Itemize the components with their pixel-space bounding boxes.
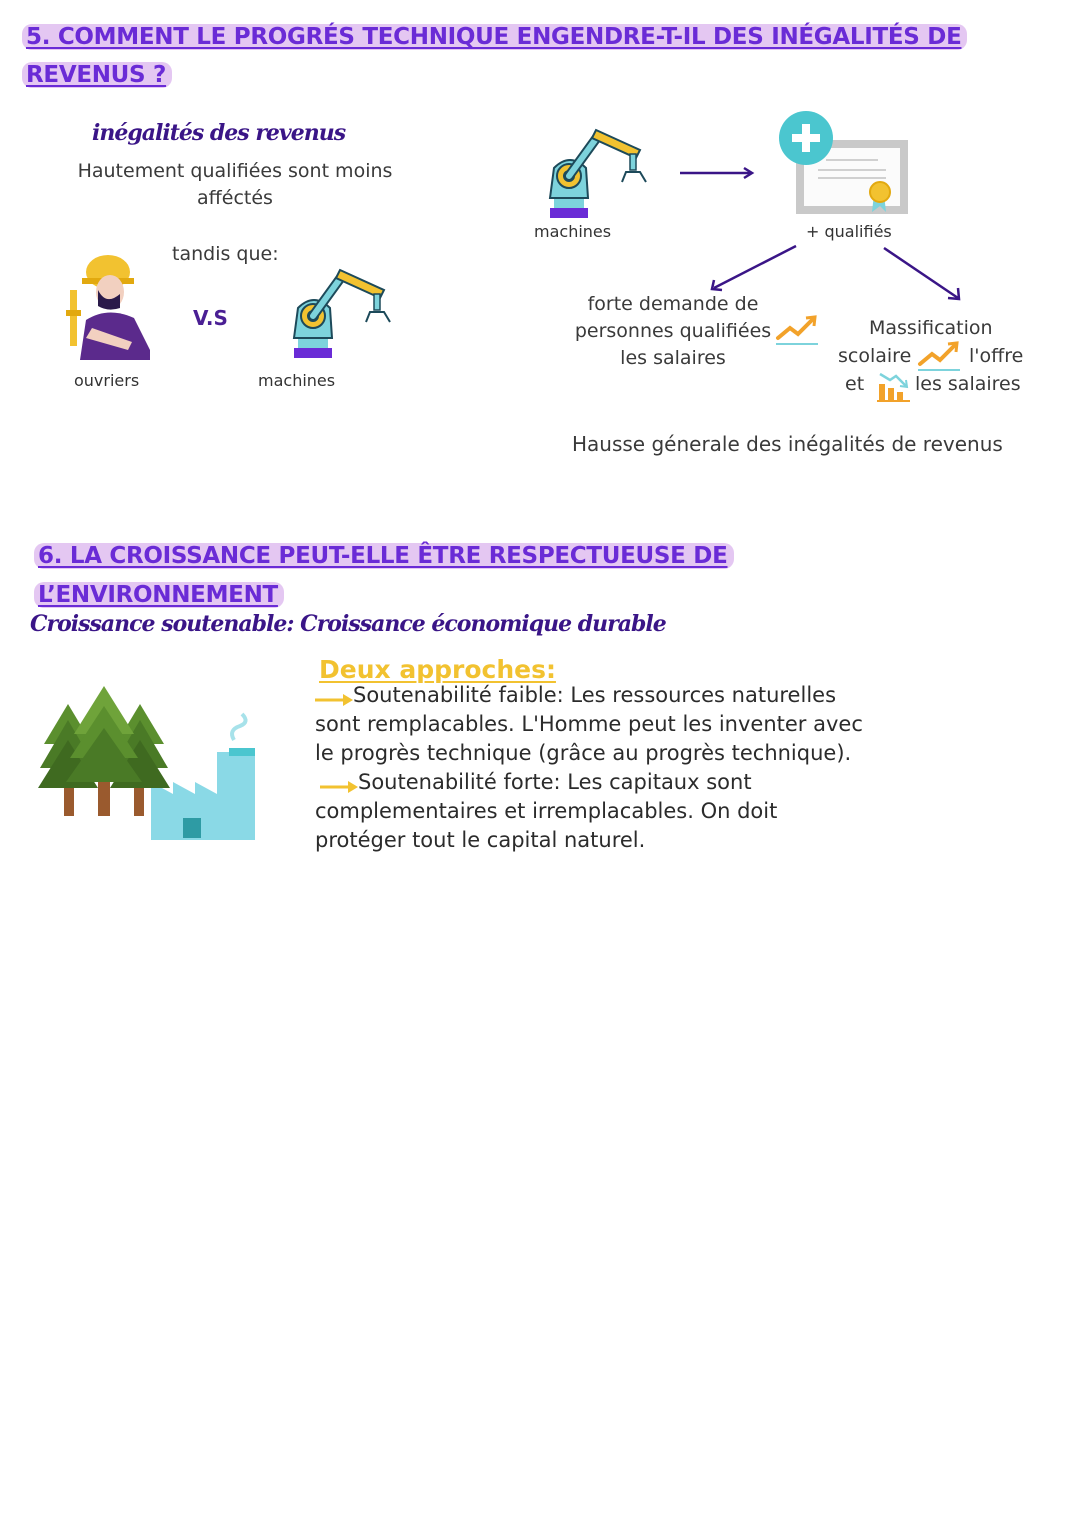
demand-text — [540, 291, 806, 372]
section5-title-line1: 5. COMMENT LE PROGRÉS TECHNIQUE ENGENDRE-T-IL DES INÉGALITÉS DE — [22, 24, 967, 50]
demand-line3: les salaires — [620, 347, 726, 369]
robot-arm-icon — [544, 124, 654, 222]
arrow-right-icon — [318, 779, 360, 795]
section5-title-line2: REVENUS ? — [22, 62, 172, 88]
qualified-text-line1: Hautement qualifiées sont moins — [77, 160, 393, 182]
section6-title-line2: L’ENVIRONNEMENT — [34, 582, 284, 608]
label-ouvriers: ouvriers — [74, 371, 140, 390]
mass-salaires: les salaires — [915, 373, 1021, 395]
arrow-right-icon — [313, 692, 355, 708]
forte-line1: Soutenabilité forte: Les capitaux sont — [358, 770, 752, 794]
down-right-arrow-icon — [878, 242, 970, 304]
worker-icon — [62, 250, 154, 360]
mass-scolaire: scolaire — [838, 345, 912, 367]
trend-down-chart-icon — [876, 370, 912, 404]
diploma-certificate-icon — [776, 108, 912, 220]
label-machines-left: machines — [258, 371, 336, 390]
vs-label: V.S — [193, 306, 228, 330]
qualified-text — [40, 158, 430, 212]
demand-line1: forte demande de — [587, 293, 759, 315]
label-machines-right: machines — [534, 222, 612, 241]
forte-line3: protéger tout le capital naturel. — [315, 828, 646, 852]
conclusion-text: Hausse génerale des inégalités de revenus — [572, 432, 1003, 456]
trend-up-icon — [774, 312, 820, 348]
down-left-arrow-icon — [704, 240, 804, 294]
faible-line2: sont remplacables. L'Homme peut les inventer avec — [315, 712, 863, 736]
section6-title-line1: 6. LA CROISSANCE PEUT-ELLE ÊTRE RESPECTUEUSE DE — [34, 543, 734, 569]
tandis-text: tandis que: — [172, 243, 279, 265]
section6-subtitle: Croissance soutenable: Croissance économique durable — [30, 611, 666, 637]
right-arrow-icon — [676, 160, 756, 184]
mass-et: et — [845, 373, 865, 395]
mass-line1: Massification — [869, 317, 993, 339]
trend-up-icon — [916, 338, 962, 374]
label-qualifies: + qualifiés — [806, 222, 892, 241]
mass-offre: l'offre — [969, 345, 1024, 367]
trees-factory-icon — [38, 684, 260, 844]
faible-line1: Soutenabilité faible: Les ressources naturelles — [353, 683, 837, 707]
demand-line2: personnes qualifiées — [574, 320, 772, 342]
section5-subtitle: inégalités des revenus — [92, 120, 346, 146]
qualified-text-line2: afféctés — [197, 187, 273, 209]
robot-arm-icon — [288, 264, 398, 362]
approaches-title: Deux approches: — [319, 655, 556, 684]
forte-line2: complementaires et irremplacables. On doit — [315, 799, 778, 823]
faible-line3: le progrès technique (grâce au progrès technique). — [315, 741, 852, 765]
